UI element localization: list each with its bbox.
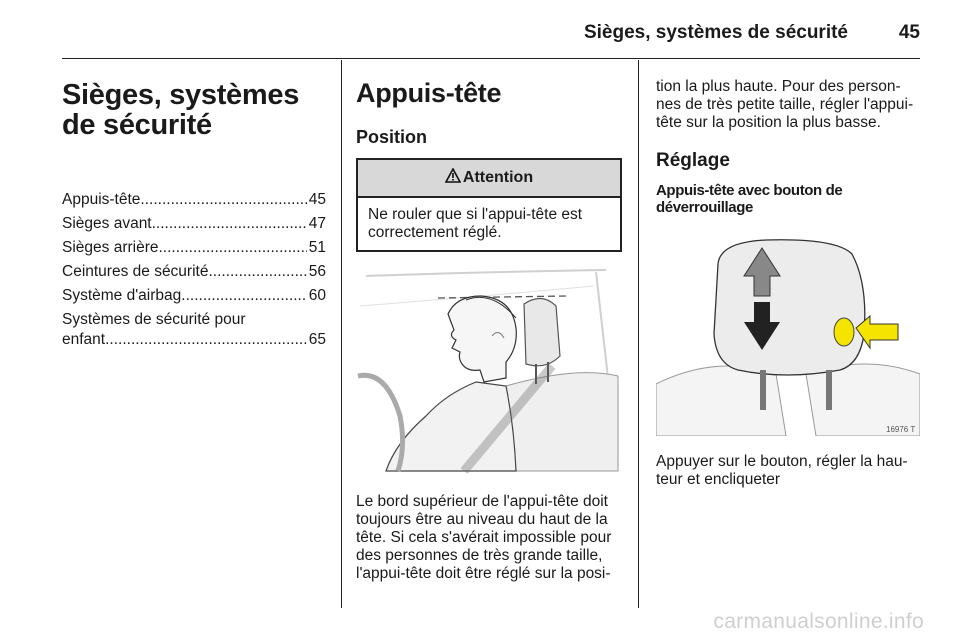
running-title: Sièges, systèmes de sécurité [583, 22, 848, 43]
toc-leader [105, 330, 307, 350]
toc-item-label: enfant [62, 331, 106, 348]
toc-item[interactable] [62, 286, 326, 306]
table-of-contents [62, 190, 326, 350]
column-divider [638, 60, 639, 608]
minor-title: Appuis-tête avec bouton de déverrouillage [656, 182, 843, 216]
section-title: Appuis-tête [356, 78, 502, 108]
toc-leader [159, 238, 307, 258]
warning-box [356, 158, 622, 252]
toc-item-label: Ceintures de sécurité [62, 263, 209, 280]
toc-item[interactable] [62, 238, 326, 258]
chapter-title: Sièges, systèmes de sécurité [62, 79, 300, 141]
subsection-title: Réglage [656, 150, 730, 171]
toc-item-page: 56 [308, 263, 326, 280]
continued-paragraph: tion la plus haute. Pour des person- nes de très petite taille, régler l'appui- tête sur la position la plus basse. [656, 78, 914, 131]
toc-item-label: Sièges avant [62, 215, 152, 232]
toc-item[interactable] [62, 310, 326, 350]
warning-title: Attention [462, 169, 534, 186]
toc-leader [208, 262, 306, 282]
toc-item-label: Appuis-tête [62, 191, 141, 208]
chapter-toc-column [62, 80, 326, 354]
toc-item-label: Systèmes de sécurité pour [62, 311, 246, 328]
toc-item-label: Sièges arrière [62, 239, 159, 256]
headrest-release-button-illustration [656, 224, 920, 436]
watermark: carmanualsonline.info [713, 610, 924, 633]
toc-item-page: 65 [308, 331, 326, 348]
figure-code: 16976 T [886, 425, 916, 434]
page-header [62, 0, 920, 59]
warning-text: Ne rouler que si l'appui-tête est correctement réglé. [368, 206, 583, 241]
warning-triangle-icon [445, 168, 461, 188]
page-number: 45 [898, 22, 920, 43]
toc-leader [152, 214, 307, 234]
driver-headrest-illustration [356, 266, 620, 474]
toc-leader [181, 286, 306, 306]
toc-item[interactable] [62, 262, 326, 282]
body-paragraph: Le bord supérieur de l'appui-tête doit toujours être au niveau du haut de la tête. Si cela s'avérait impossible pour des personnes de très grande taille, l'appui-tête doit être réglé sur la posi- [356, 493, 612, 582]
toc-leader [140, 190, 306, 210]
toc-item-label: Système d'airbag [62, 287, 182, 304]
warning-header [358, 160, 620, 198]
toc-item-page: 51 [308, 239, 326, 256]
body-paragraph: Appuyer sur le bouton, régler la hau- teur et encliqueter [656, 453, 908, 488]
toc-item[interactable] [62, 190, 326, 210]
subsection-title: Position [356, 127, 427, 147]
adjustment-section [656, 78, 922, 489]
toc-item-page: 45 [308, 191, 326, 208]
toc-item-page: 47 [308, 215, 326, 232]
column-divider [341, 60, 342, 608]
toc-item-page: 60 [308, 287, 326, 304]
toc-item[interactable] [62, 214, 326, 234]
headrest-section [356, 78, 622, 583]
